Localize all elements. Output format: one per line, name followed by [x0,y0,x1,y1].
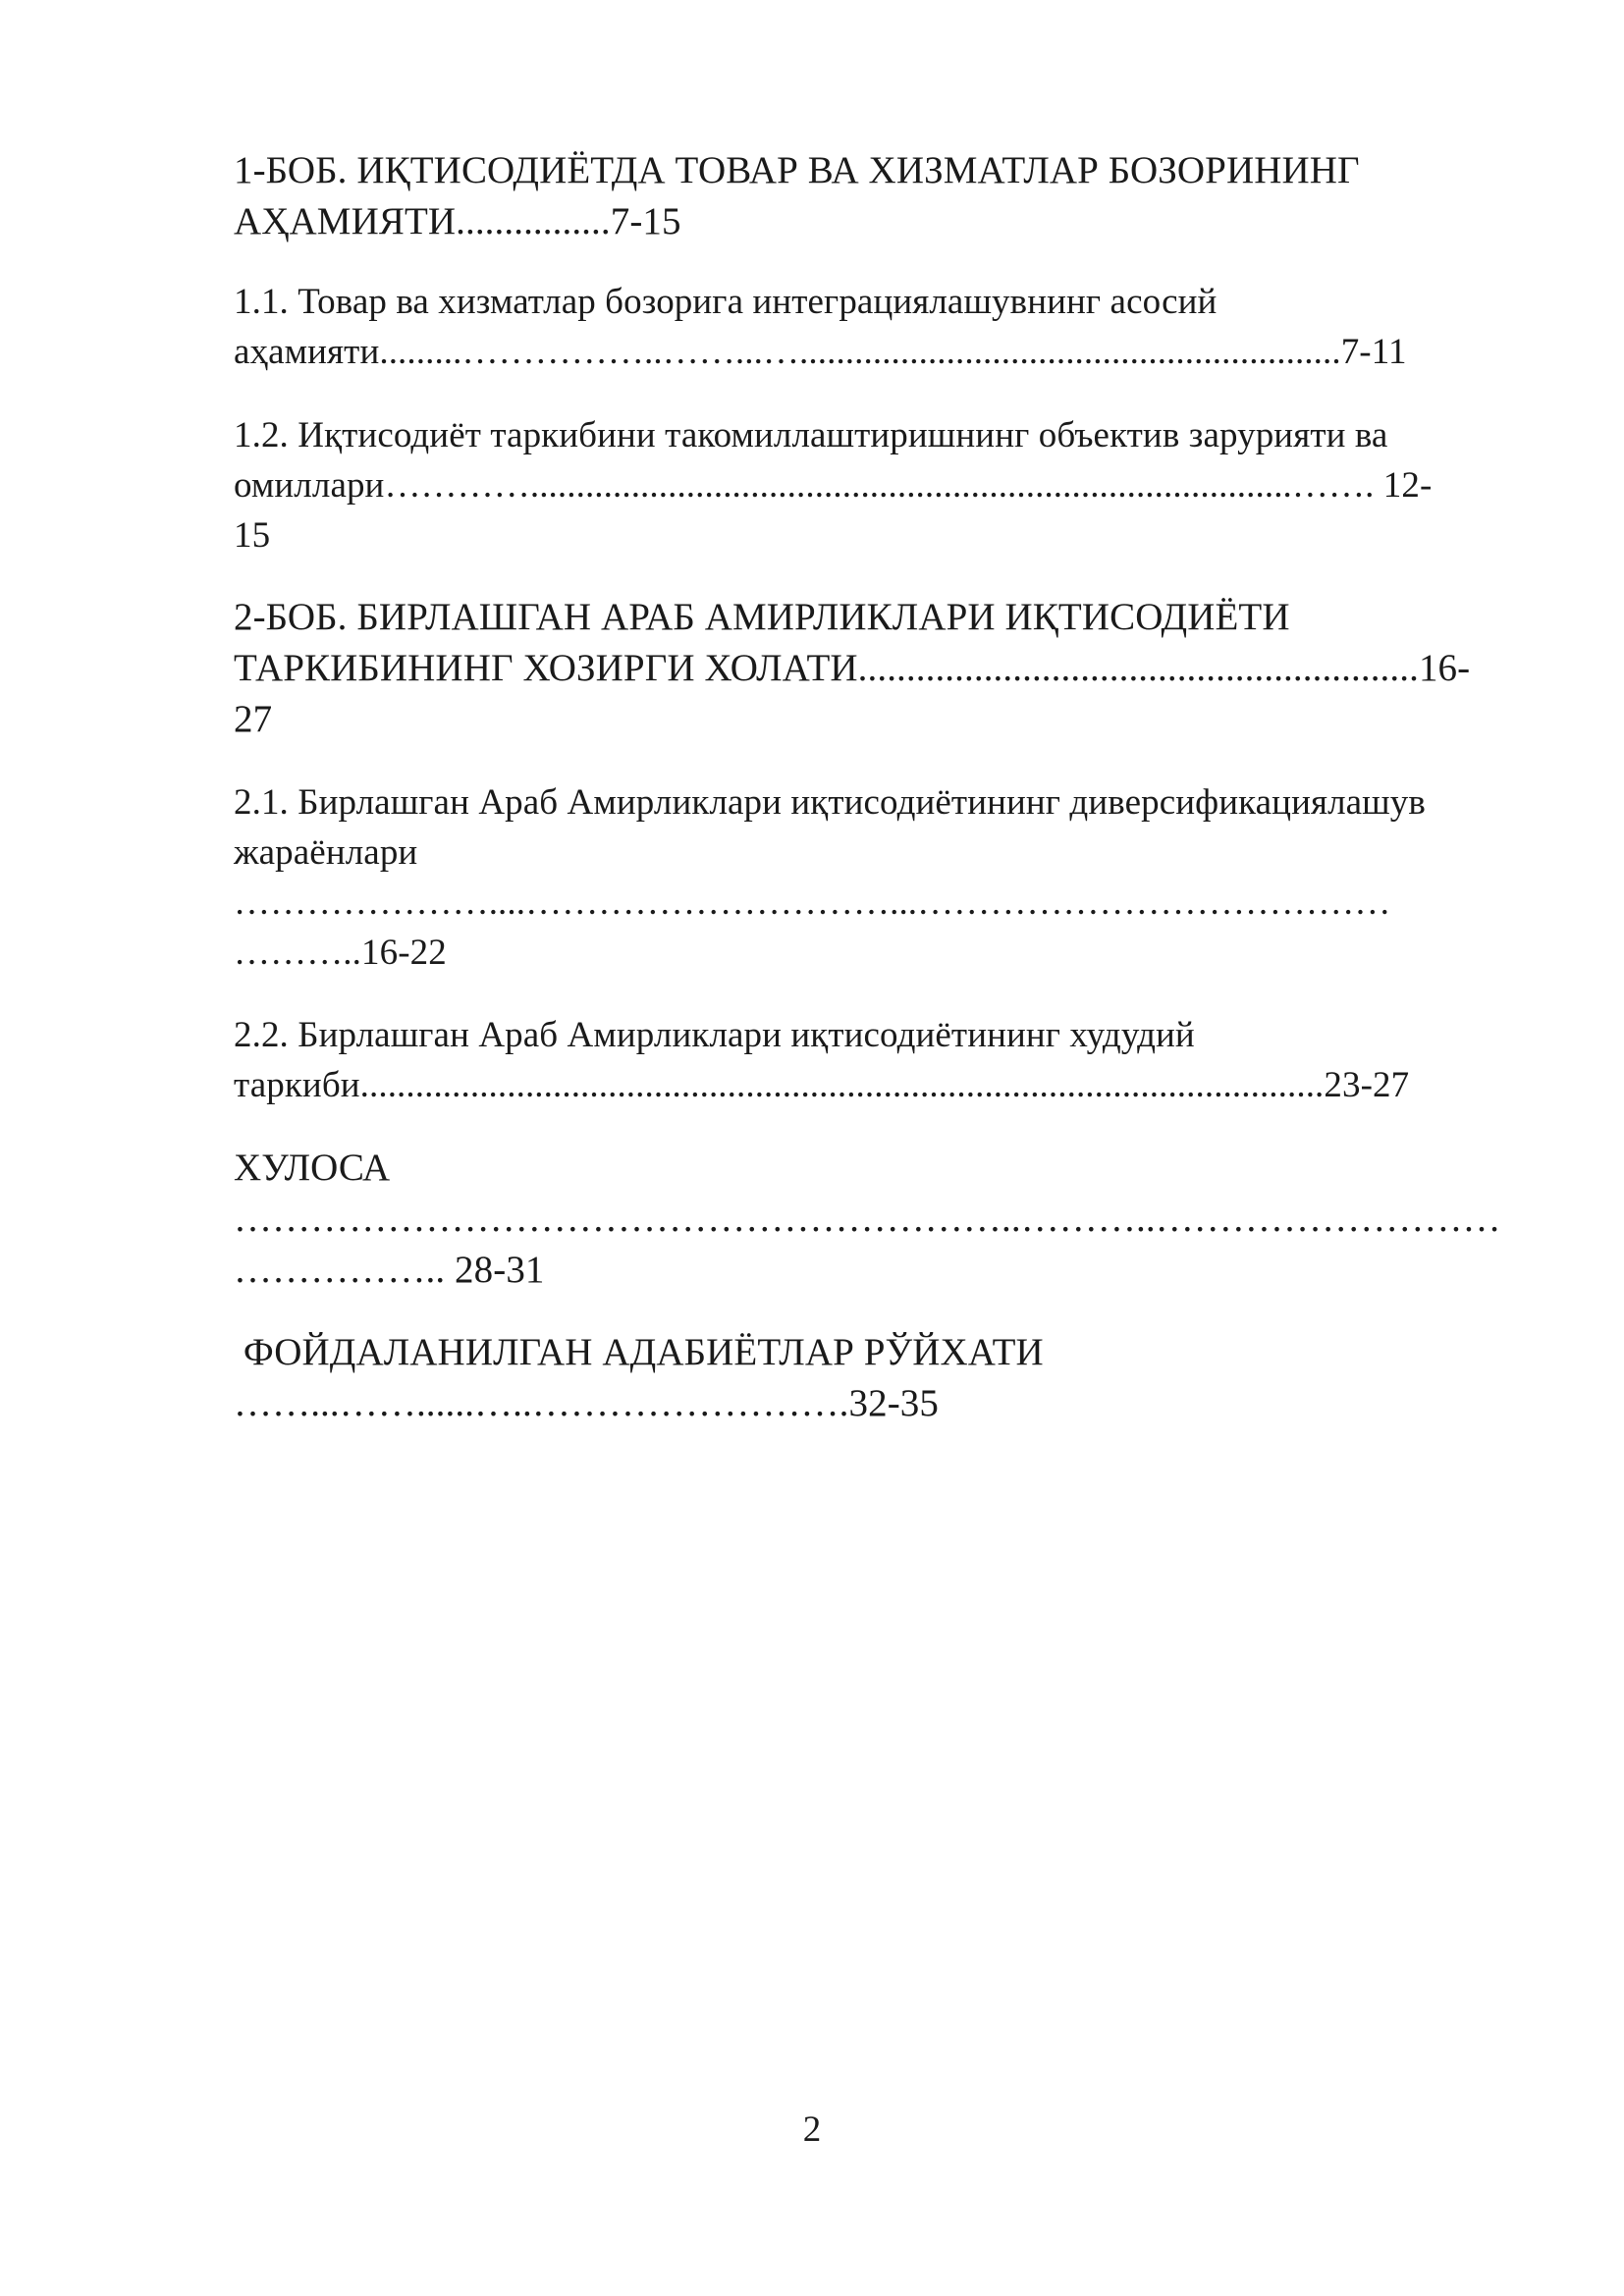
toc-entry-references [234,1327,1500,1429]
toc-entry-leader-dots: …………………....…………………………...………………………………… [234,882,1391,923]
toc-entry-chapter-2 [234,592,1500,745]
toc-entry-page-range: 27 [234,698,273,740]
toc-entry-title-continued: ТАРКИБИНИНГ ХОЗИРГИ ХОЛАТИ..........................................................16- [234,647,1471,689]
page-number: 2 [802,2109,822,2150]
toc-entry-title-continued: жараёнлари [234,832,418,873]
toc-entry-title: 1.1. Товар ва хизматлар бозорига интеграциялашувнинг асосий [234,282,1218,322]
toc-entry-title: 2-БОБ. БИРЛАШГАН АРАБ АМИРЛИКЛАРИ ИҚТИСОДИЁТИ [234,596,1290,638]
toc-entry-title: ФОЙДАЛАНИЛГАН АДАБИЁТЛАР РЎЙХАТИ [234,1331,1044,1373]
toc-entry-section-1-1 [234,277,1500,377]
table-of-contents [234,145,1500,1429]
toc-entry-section-2-1 [234,777,1500,978]
toc-entry-page-range: ……...……......…..…………………….32-35 [234,1382,939,1424]
toc-entry-page-range: 15 [234,515,271,556]
toc-entry-chapter-1 [234,145,1500,247]
toc-entry-page-range: ………..16-22 [234,933,447,973]
toc-entry-title-continued: омиллари…………...................................................................................……. 12- [234,465,1433,506]
toc-entry-title-continued: АҲАМИЯТИ................7-15 [234,200,681,242]
toc-entry-title-continued: аҳамияти.........……………..……...…...........................................................7-11 [234,332,1407,372]
toc-entry-title: 2.2. Бирлашган Араб Амирликлари иқтисодиётининг худудий [234,1015,1195,1055]
toc-entry-page-range: …………….. 28-31 [234,1249,545,1291]
toc-entry-title: 1-БОБ. ИҚТИСОДИЁТДА ТОВАР ВА ХИЗМАТЛАР БОЗОРИНИНГ [234,149,1360,191]
toc-entry-section-2-2 [234,1010,1500,1110]
toc-entry-title-continued: таркиби.........................................................................................................23-27 [234,1065,1410,1105]
toc-entry-leader-dots: ……………………………………………………..………..……………………… [234,1198,1501,1240]
toc-entry-title: ХУЛОСА [234,1147,391,1189]
toc-entry-section-1-2 [234,410,1500,561]
toc-entry-title: 1.2. Иқтисодиёт таркибини такомиллаштиришнинг объектив зарурияти ва [234,415,1388,455]
toc-entry-title: 2.1. Бирлашган Араб Амирликлари иқтисодиётининг диверсификациялашув [234,782,1426,823]
toc-entry-conclusion [234,1143,1500,1296]
